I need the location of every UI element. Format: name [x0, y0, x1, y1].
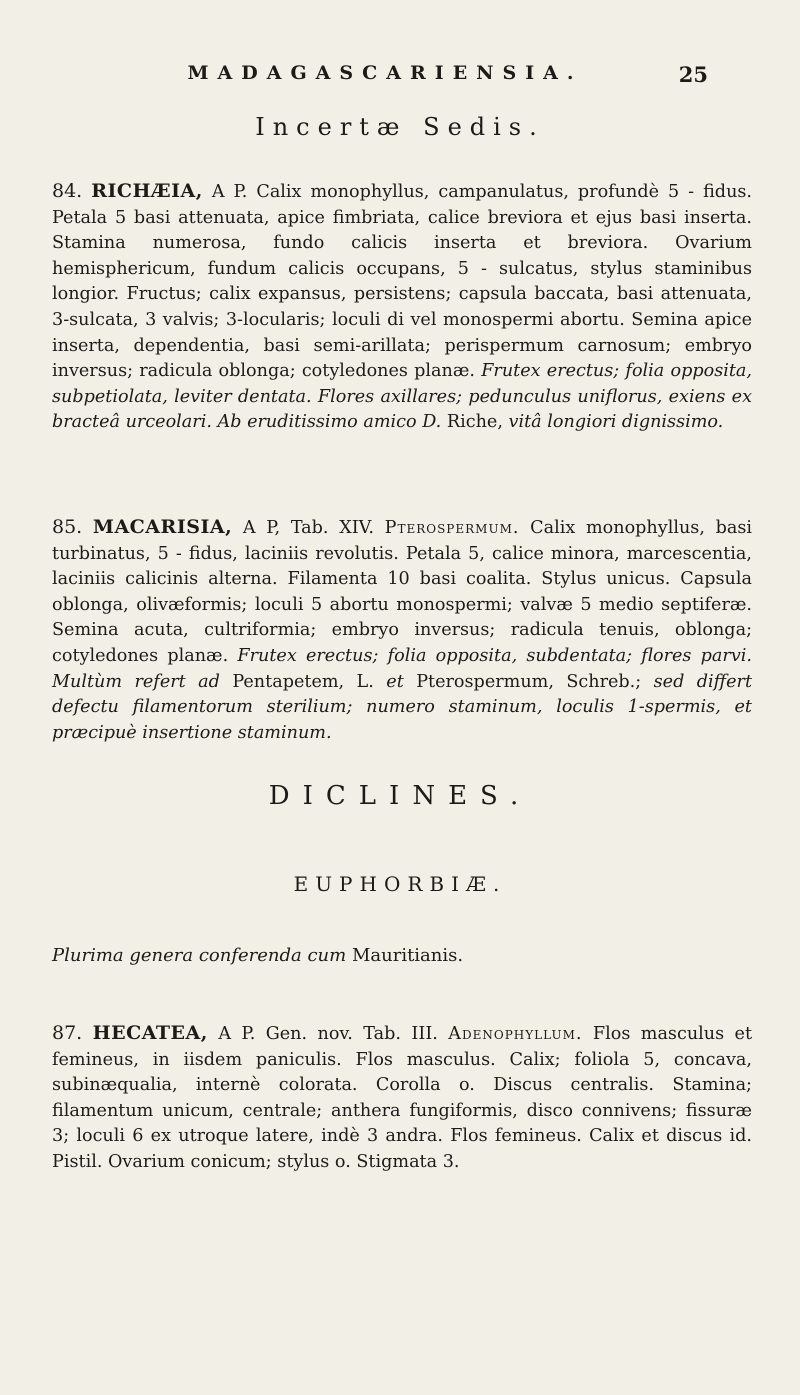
entry-synonym: Pterospermum. — [384, 518, 520, 538]
entry-number: 85. — [52, 516, 83, 538]
entry-84-richaeia — [52, 179, 752, 436]
entry-differences: sed differt defectu filamentorum sterilium; numero staminum, loculis 1-spermis, et præcipuè insertione staminum. — [52, 671, 753, 743]
class-heading-diclines: DICLINES. — [268, 781, 532, 811]
page-number: 25 — [678, 62, 708, 87]
entry-number: 87. — [52, 1022, 83, 1044]
entry-number: 84. — [52, 180, 83, 202]
entry-reference: A P. Gen. nov. Tab. III. — [218, 1024, 438, 1044]
entry-dedication: vitâ longiori dignissimo. — [508, 412, 724, 433]
genus-name: RICHÆIA, — [91, 180, 203, 202]
entry-synonym: Adenophyllum. — [448, 1024, 583, 1044]
family-note — [52, 945, 463, 966]
note-roman: Mauritianis. — [351, 945, 464, 966]
entry-87-hecatea — [52, 1021, 752, 1176]
entry-description: Calix monophyllus, basi turbinatus, 5 - fidus, laciniis revolutis. Petala 5, calice minora, marcescentia, laciniis calicinis alterna. Filamenta 10 basi coalita. Stylus unicus. Capsula oblonga, olivæformis; loculi 5 abortu monospermi; valvæ 5 medio septiferæ. Semina acuta, cultriformia; embryo inversus; radicula tenuis, oblonga; cotyledones planæ. — [52, 518, 752, 666]
entry-compared-genus: Pentapetem, L. — [232, 671, 374, 692]
entry-compared-genus-2: Pterospermum, Schreb.; — [416, 671, 642, 692]
entry-person: Riche, — [446, 412, 503, 433]
genus-name: MACARISIA, — [92, 516, 233, 538]
entry-85-macarisia — [52, 515, 752, 746]
entry-reference: A P, Tab. XIV. — [242, 518, 374, 538]
section-heading-incertae-sedis: Incertæ Sedis. — [255, 113, 545, 141]
genus-name: HECATEA, — [92, 1022, 208, 1044]
running-title: MADAGASCARIENSIA. — [187, 62, 583, 84]
entry-description: Flos masculus et femineus, in iisdem paniculis. Flos masculus. Calix; foliola 5, concava, subinæqualia, internè colorata. Corolla o. Discus centralis. Stamina; filamentum unicum, centrale; anthera fungiformis, disco connivens; fissuræ 3; loculi 6 ex utroque latere, indè 3 andra. Flos femineus. Calix et discus id. Pistil. Ovarium conicum; stylus o. Stigmata 3. — [52, 1024, 753, 1172]
running-head — [105, 62, 708, 94]
family-heading-euphorbiae: EUPHORBIÆ. — [293, 872, 507, 896]
entry-habit-note: Frutex erectus; folia opposita, subpetiolata, leviter dentata. Flores axillares; pedunculus uniflorus, exiens ex bracteâ urceolari. Ab eruditissimo amico D. — [52, 361, 752, 433]
entry-habit-note: Frutex erectus; folia opposita, subdentata; flores parvi. Multùm refert ad — [52, 645, 752, 692]
entry-description: A P. Calix monophyllus, campanulatus, profundè 5 - fidus. Petala 5 basi attenuata, apice fimbriata, calice breviora et ejus basi inserta. Stamina numerosa, fundo calicis inserta et breviora. Ovarium hemisphericum, fundum calicis occupans, 5 - sulcatus, stylus staminibus longior. Fructus; calix expansus, persistens; capsula baccata, basi attenuata, 3-sulcata, 3 valvis; 3-locularis; loculi di vel monospermi abortu. Semina apice inserta, dependentia, basi semi-arillata; perispermum carnosum; embryo inversus; radicula oblonga; cotyledones planæ. — [52, 182, 753, 382]
note-italic: Plurima genera conferenda cum — [52, 945, 347, 966]
entry-conjunction: et — [386, 671, 404, 692]
